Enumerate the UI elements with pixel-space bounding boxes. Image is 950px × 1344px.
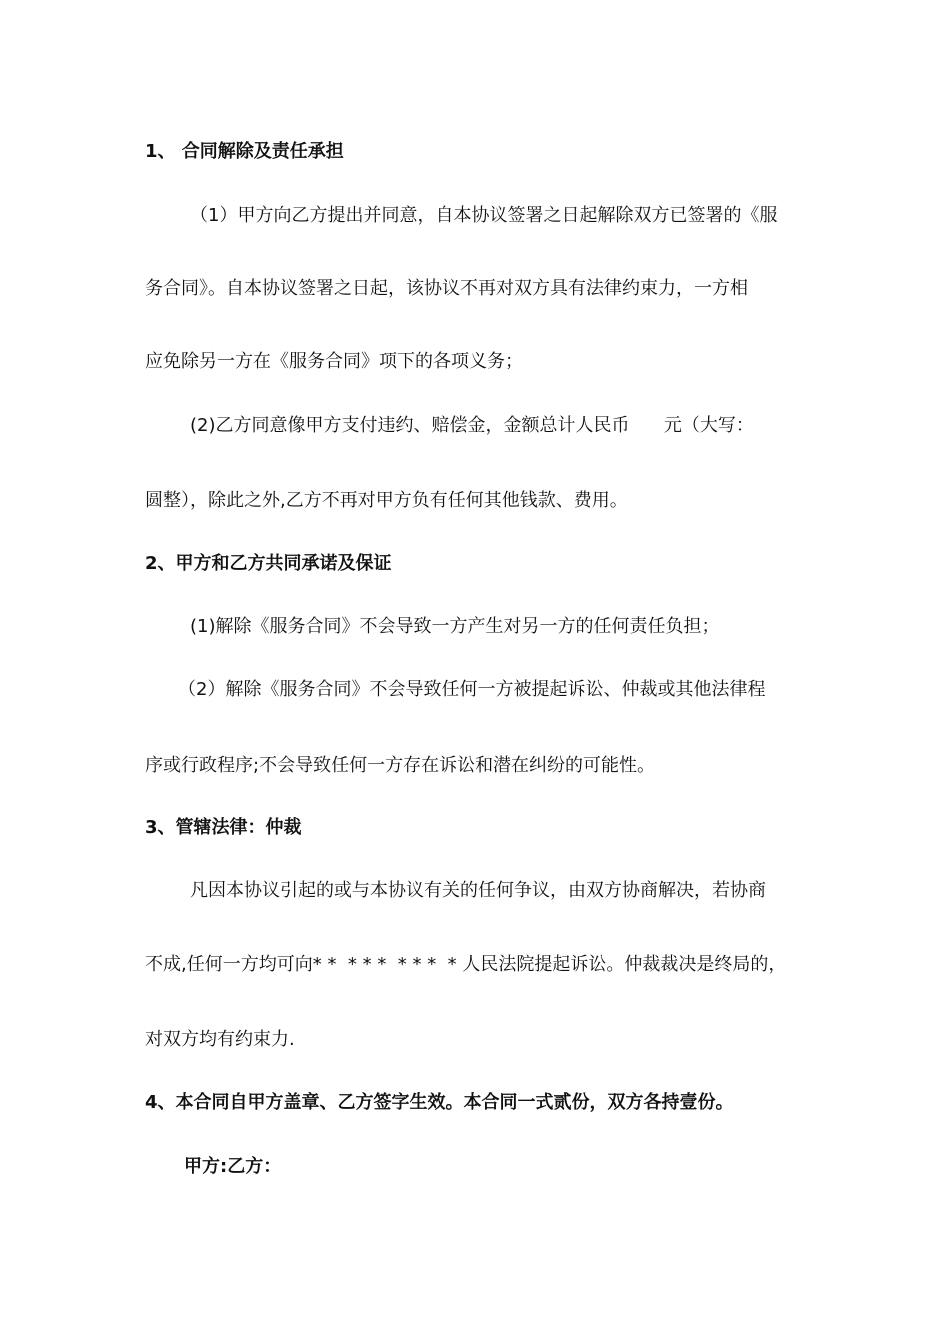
section-1-paragraph-1-line-2: 务合同》。自本协议签署之日起，该协议不再对双方具有法律约束力，一方相 [145, 278, 748, 299]
section-2-paragraph-2-line-1: （2）解除《服务合同》不会导致任何一方被提起诉讼、仲裁或其他法律程 [178, 679, 766, 700]
section-3-paragraph-line-2: 不成,任何一方均可向* * * * * * * * * 人民法院提起诉讼。仲裁裁决是终局的， [145, 954, 787, 975]
section-1-heading: 1、 合同解除及责任承担 [145, 141, 344, 162]
section-3-paragraph-line-3: 对双方均有约束力. [145, 1029, 295, 1050]
section-1-paragraph-2-line-2: 圆整），除此之外,乙方不再对甲方负有任何其他钱款、费用。 [145, 490, 628, 511]
signature-parties: 甲方:乙方： [184, 1156, 282, 1177]
section-1-paragraph-1-line-1: （1）甲方向乙方提出并同意，自本协议签署之日起解除双方已签署的《服 [190, 205, 778, 226]
section-2-paragraph-1: (1)解除《服务合同》不会导致一方产生对另一方的任何责任负担； [190, 616, 720, 637]
section-3-paragraph-line-1: 凡因本协议引起的或与本协议有关的任何争议，由双方协商解决，若协商 [190, 880, 766, 901]
section-2-paragraph-2-line-2: 序或行政程序;不会导致任何一方存在诉讼和潜在纠纷的可能性。 [145, 755, 656, 776]
section-1-paragraph-1-line-3: 应免除另一方在《服务合同》项下的各项义务； [145, 351, 523, 372]
section-2-heading: 2、甲方和乙方共同承诺及保证 [145, 553, 392, 574]
section-3-heading: 3、管辖法律：仲裁 [145, 817, 302, 838]
section-1-paragraph-2-line-1: (2)乙方同意像甲方支付违约、赔偿金，金额总计人民币 元（大写： [190, 415, 754, 436]
section-4-heading: 4、本合同自甲方盖章、乙方签字生效。本合同一式贰份，双方各持壹份。 [145, 1092, 734, 1113]
